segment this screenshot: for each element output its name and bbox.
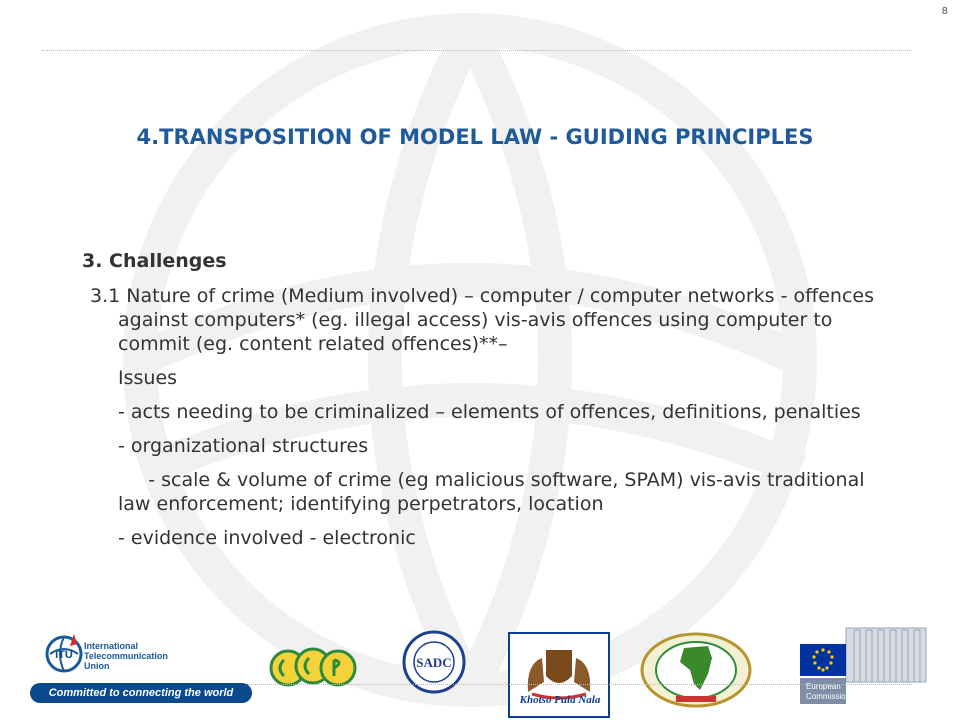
ccp-logo-icon: [268, 636, 358, 696]
body-paragraph: Issues: [118, 367, 178, 389]
itu-slogan: Committed to connecting the world: [30, 683, 252, 703]
slide-title: 4.TRANSPOSITION OF MODEL LAW - GUIDING PRINCIPLES: [136, 125, 814, 149]
itu-name-line: Telecommunication: [84, 651, 168, 661]
itu-name-line: International: [84, 641, 139, 651]
khotso-motto: Khotso Pula Nala: [519, 694, 601, 706]
sadc-abbr-text: SADC: [416, 655, 452, 670]
body-paragraph: - evidence involved - electronic: [118, 527, 416, 549]
section-heading: 3. Challenges: [82, 250, 227, 272]
slide-number: 8: [941, 6, 948, 17]
slide-body: [82, 250, 882, 560]
partner-logo-bar: [0, 622, 960, 720]
ec-name-line: European: [806, 682, 841, 691]
itu-name: [84, 641, 168, 671]
body-paragraph: - scale & volume of crime (eg malicious software, SPAM) vis-avis traditional law enforcement; identifying perpetrators, location: [118, 469, 871, 515]
body-paragraph: - organizational structures: [118, 435, 369, 457]
african-union-emblem-icon: [638, 630, 754, 710]
body-paragraph: - acts needing to be criminalized – elements of offences, definitions, penalties: [118, 401, 861, 423]
body-paragraph: 3.1 Nature of crime (Medium involved) – computer / computer networks - offences against computers* (eg. illegal access) vis-avis offences using computer to commit (eg. content related offences)**–: [90, 285, 874, 355]
ec-name: [806, 682, 886, 702]
itu-name-line: Union: [84, 661, 110, 671]
itu-logo-icon: [44, 632, 84, 676]
itu-abbr-text: ITU: [55, 649, 73, 661]
ec-name-line: Commission: [806, 692, 851, 701]
top-divider: [42, 50, 912, 51]
